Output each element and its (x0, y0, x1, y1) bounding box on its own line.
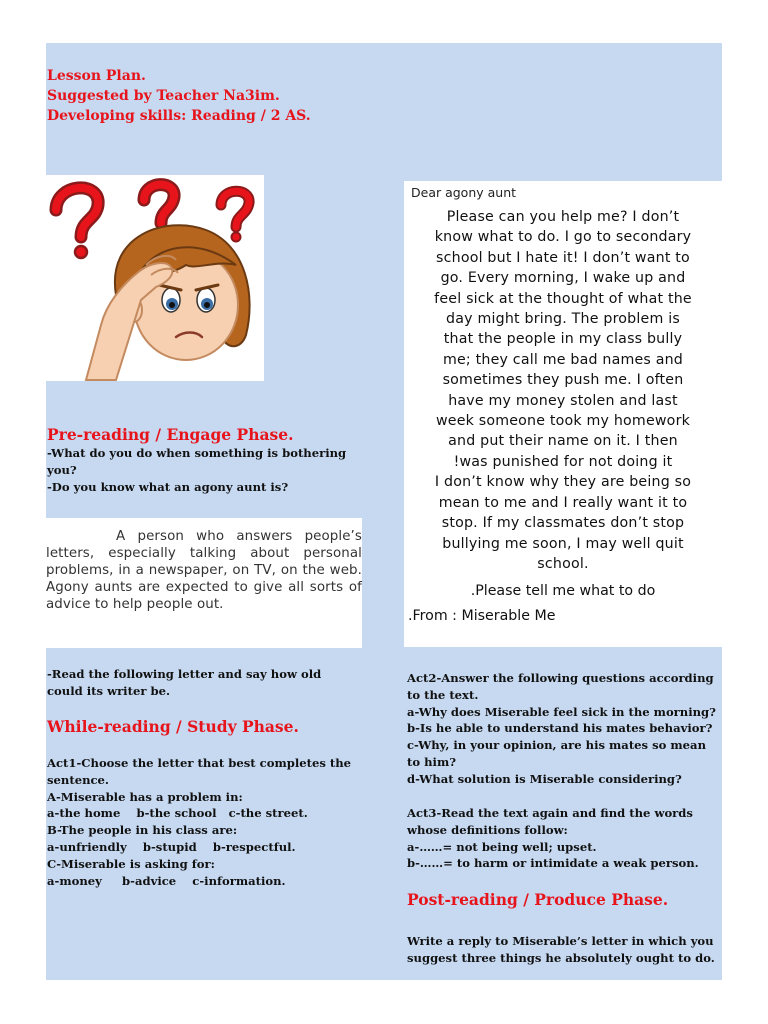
pre-reading-q1: -What do you do when something is bothering (47, 446, 347, 460)
act2-block (407, 670, 716, 788)
definition-text: A person who answers people’s letters, especially talking about personal problems, in a newspaper, on TV, on the web. Agony aunts are expected to give all sorts of advice to help people out. (46, 529, 362, 612)
letter-line: school. (537, 555, 589, 572)
letter-line: and put their name on it. I then (448, 433, 678, 450)
header-skills: Developing skills: Reading / 2 AS. (47, 108, 311, 124)
agony-aunt-letter (404, 181, 722, 647)
act1-options-a: a-the home b-the school c-the street. (47, 806, 308, 821)
letter-request: .Please tell me what to do (470, 583, 656, 599)
post-reading-task (407, 933, 715, 967)
letter-line: day might bring. The problem is (446, 311, 680, 328)
act1-block (47, 755, 351, 889)
letter-line: week someone took my homework (435, 413, 691, 430)
instruction-line: could its writer be. (47, 683, 170, 698)
confused-child-image (46, 175, 264, 381)
letter-line: feel sick at the thought of what the (434, 290, 692, 307)
confused-child-illustration (46, 175, 264, 381)
act3-instruction: Act3-Read the text again and find the words (407, 806, 693, 820)
letter-line: go. Every morning, I wake up and (440, 270, 686, 287)
act3-item-a: a-……= not being well; upset. (407, 839, 597, 854)
letter-line: that the people in my class bully (443, 331, 683, 348)
header-title: Lesson Plan. (47, 68, 146, 84)
letter-line: mean to me and I really want it to (438, 494, 688, 511)
letter-line: me; they call me bad names and (442, 351, 684, 368)
letter-line: have my money stolen and last (448, 392, 678, 409)
act1-question-a: A-Miserable has a problem in: (47, 789, 243, 804)
letter-line: know what to do. I go to secondary (434, 229, 692, 246)
act2-question-a: a-Why does Miserable feel sick in the morning? (407, 704, 716, 719)
act1-question-c: C-Miserable is asking for: (47, 856, 215, 871)
act3-instruction-cont: whose definitions follow: (407, 822, 568, 837)
letter-line: school but I hate it! I don’t want to (436, 249, 690, 266)
pre-reading-q1-cont: you? (47, 462, 77, 477)
pre-reading-questions (47, 445, 346, 495)
post-reading-line: suggest three things he absolutely ought to do. (407, 950, 715, 965)
instruction-line: -Read the following letter and say how old (47, 667, 322, 681)
act2-question-c: c-Why, in your opinion, are his mates so mean (407, 738, 706, 753)
letter-line: stop. If my classmates don’t stop (441, 515, 685, 532)
letter-signature: .From : Miserable Me (408, 608, 556, 624)
header-author: Suggested by Teacher Na3im. (47, 88, 280, 104)
act1-instruction-cont: sentence. (47, 772, 109, 787)
letter-line: Please can you help me? I don’t (446, 209, 680, 225)
post-reading-title: Post-reading / Produce Phase. (407, 890, 669, 909)
letter-line: !was punished for not doing it (453, 453, 673, 470)
letter-greeting: Dear agony aunt (411, 185, 517, 200)
pre-reading-title: Pre-reading / Engage Phase. (47, 425, 294, 444)
act1-options-b: a-unfriendly b-stupid b-respectful. (47, 839, 296, 854)
letter-line: bullying me soon, I may well quit (442, 535, 684, 552)
while-reading-title: While-reading / Study Phase. (47, 717, 299, 736)
act3-item-b: b-……= to harm or intimidate a weak person. (407, 856, 699, 871)
letter-line: I don’t know why they are being so (434, 474, 692, 491)
act2-instruction: Act2-Answer the following questions according (407, 671, 714, 685)
act2-instruction-cont: to the text. (407, 687, 479, 702)
reading-instruction (47, 666, 321, 700)
letter-line: sometimes they push me. I often (442, 372, 684, 389)
pre-reading-q2: -Do you know what an agony aunt is? (47, 479, 289, 494)
agony-aunt-definition (46, 518, 362, 648)
act1-instruction: Act1-Choose the letter that best completes the (47, 756, 352, 770)
act2-question-c-cont: to him? (407, 754, 457, 769)
act3-block (407, 805, 699, 872)
post-reading-line: Write a reply to Miserable’s letter in which you (407, 934, 714, 948)
act2-question-d: d-What solution is Miserable considering? (407, 771, 682, 786)
act1-question-b: B-The people in his class are: (47, 823, 238, 838)
act2-question-b: b-Is he able to understand his mates behavior? (407, 721, 713, 736)
letter-body (407, 207, 719, 574)
lesson-header (47, 66, 311, 126)
act1-options-c: a-money b-advice c-information. (47, 873, 286, 888)
